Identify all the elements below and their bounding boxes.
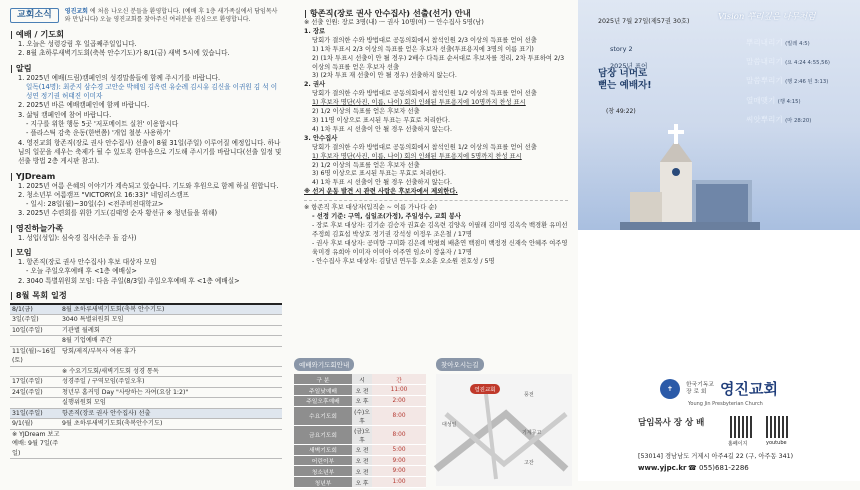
- schedule-event: 8월 초하루새벽기도회(축복 안수기도): [62, 305, 165, 313]
- map-label-church: 영진교회: [474, 387, 496, 394]
- list-item: 3. 삶팀 캠페인에 참여 바랍니다.: [18, 110, 112, 119]
- bulletin-date: 2025년 7월 27일(제57권 30호): [598, 18, 690, 25]
- vision-menu-label: 뿌리내리기: [746, 38, 783, 47]
- block-line: 3) (2차 투표 재 선출이 안 될 경우) 선출하지 않는다.: [312, 72, 457, 80]
- election-warning: ※ 선거 운동 발견 시 관련 사람은 후보자에서 제외한다.: [304, 188, 458, 196]
- list-item: 1. 2025년 예배(드림)캠페인의 성경말씀들에 함께 주시기를 바랍니다.: [18, 73, 221, 82]
- section-heading: | 알림: [10, 62, 32, 73]
- vision-menu-label: 씨앗뿌리기: [746, 114, 783, 124]
- schedule-event: 성경주일 / 구역모임(주일오후): [62, 378, 145, 386]
- welcome-box: [10, 8, 282, 24]
- vision-menu-label: 말씀내리기: [746, 57, 783, 67]
- worship-time: 8:00: [372, 406, 426, 425]
- block-line: 2) (1차 투표시 선출이 안 될 경우) 2배수 다득표 순서대로 후보자를 정리, 2차 투표하여 2/3 이상의 득표를 얻은 후보자 선출: [312, 54, 565, 71]
- church-name: 영진교회: [720, 380, 778, 398]
- worship-part: 오 후: [352, 396, 372, 407]
- vision-slogan: Vision 뿌리깊은 나무처럼: [718, 12, 816, 22]
- schedule-section: [10, 290, 282, 460]
- worship-name: 수요기도회: [294, 406, 352, 425]
- schedule-date: 17일(주일): [12, 378, 43, 386]
- map-box: [436, 352, 576, 481]
- block-line: 4) 1차 투표 시 선출이 안 될 경우 선출하지 않는다.: [312, 125, 452, 133]
- worship-part: 오 전: [352, 444, 372, 455]
- elder-candidates: - 장로 후보 대상자: 김기순 김승자 권효순 김옥련 김양옥 이필래 김미영 김옥숙 백경환 유미선 주정희 김효섭 박상호 정기권 강석성 이정우 조은철 / 17명: [312, 221, 568, 238]
- vision-menu-item: [746, 53, 830, 72]
- worship-time: 9:00: [372, 466, 426, 477]
- schedule-row: [10, 367, 282, 378]
- section-heading: | 영진하늘가족: [10, 222, 64, 233]
- schedule-date: 10일(주일): [12, 326, 43, 334]
- year-motto: 담장 너머로 뻗는 예배자!: [598, 68, 652, 91]
- schedule-date: ※ YJDream 보고예배: 9월 7일(주일): [12, 430, 60, 457]
- schedule-event: 당회/제직/부목사 여름 휴가: [62, 347, 136, 355]
- worship-time: 8:00: [372, 425, 426, 444]
- block-line: 당회가 결의한 수와 방법대로 공동의회에서 참석인원 1/2 이상의 득표를 얻어 선출: [312, 143, 537, 151]
- section-worship: [10, 29, 282, 59]
- vision-menu-ref: (요 4:24 4:55,56): [785, 60, 830, 67]
- worship-row: [294, 406, 426, 425]
- denomination: 한국기독교 장 로 회: [686, 381, 714, 395]
- vision-menu-ref: (빌레 4:5): [785, 41, 810, 47]
- phone-number: ☎ 055)681-2286: [688, 464, 749, 472]
- block-title: 3. 안수집사: [304, 134, 338, 142]
- worship-times-title: 예배와기도회안내: [294, 358, 354, 371]
- worship-name: 청소년부: [294, 466, 352, 477]
- schedule-row: [10, 430, 282, 460]
- worship-row: [294, 477, 426, 488]
- worship-part: 오 전: [352, 455, 372, 466]
- announcements-column: [0, 0, 290, 481]
- worship-time: 5:00: [372, 444, 426, 455]
- schedule-event: 기관별 월례회: [62, 326, 100, 334]
- list-item: 2. 2025년 바른 예배캠페인에 함께 바랍니다.: [18, 101, 150, 110]
- schedule-date: [10, 398, 62, 408]
- list-item: 2. 8월 초하루새벽기도회(축복 안수기도)가 8/1(금) 새벽 5시에 있습니다.: [18, 49, 230, 58]
- denomination-logo-icon: ✝: [660, 379, 680, 399]
- worship-part: 오 전: [352, 385, 372, 396]
- worship-name: 주일낮예배: [294, 385, 352, 396]
- schedule-date: 8/1(금): [12, 305, 33, 313]
- schedule-row: [10, 377, 282, 388]
- worship-times-table: [294, 374, 426, 488]
- block-line: 1) 1차 투표시 2/3 이상의 득표를 얻은 후보자 선출(투표용지에 3명의 이름 표기): [312, 45, 534, 53]
- block-line: 당회가 결의한 수와 방법대로 공동의회에서 참석인원 2/3 이상의 득표를 얻어 선출: [312, 36, 537, 44]
- schedule-row: [10, 398, 282, 409]
- worship-name: 금요기도회: [294, 425, 352, 444]
- worship-part: 시: [352, 374, 372, 385]
- schedule-date: 11일(월)~16일(토): [12, 347, 56, 365]
- worship-row: [294, 425, 426, 444]
- section-meeting: [10, 247, 282, 286]
- cover-footer: [578, 230, 860, 481]
- list-item: - 오늘 주일오후예배 후 <1층 예배실>: [26, 267, 137, 276]
- worship-row: [294, 374, 426, 385]
- schedule-date: [10, 367, 62, 377]
- worship-row: [294, 385, 426, 396]
- worship-row: [294, 444, 426, 455]
- section-notice: [10, 63, 282, 167]
- motto-verse: (창 49:22): [606, 108, 636, 115]
- schedule-row: [10, 305, 282, 316]
- block-line: 3) 6명 이상으로 표시된 투표는 무효로 처리한다.: [312, 170, 446, 178]
- list-item: - 일시: 28일(월)~30일(수) <전주비전대학교>: [26, 200, 164, 209]
- schedule-row: [10, 388, 282, 399]
- website-link[interactable]: www.yjpc.kr: [638, 464, 687, 472]
- location-map: [436, 374, 572, 486]
- block-line: 3) 11명 이상으로 표시된 투표는 무효로 처리한다.: [312, 116, 450, 124]
- map-label: 고잔: [524, 460, 534, 466]
- list-item: - 지구를 위한 행동 5곳 '저포메이트 실천' 이용합시다: [26, 120, 179, 129]
- welcome-text: 영진교회 에 처음 나오신 분들을 환영합니다. (예배 후 1층 새가족실에서 담임목사와 만납니다) 오늘 영진교회를 찾아주신 여러분을 진심으로 환영합니다.: [64, 8, 278, 23]
- worship-row: [294, 466, 426, 477]
- vision-menu-ref: (마 28:20): [785, 117, 812, 124]
- worship-times-box: [294, 352, 432, 487]
- vision-menu-item: [746, 34, 830, 53]
- worship-name: 구 분: [294, 374, 352, 385]
- block-line: 당회가 결의한 수와 방법대로 공동의회에서 참석인원 1/2 이상의 득표를 얻어 선출: [312, 90, 537, 98]
- news-title: 교회소식: [10, 8, 59, 23]
- worship-part: (수)오후: [352, 406, 372, 425]
- map-title: 찾아오시는길: [436, 358, 484, 371]
- list-item: - 플라스틱 감축 운동(한번쯤) '개업 철봉 사용하기': [26, 129, 171, 138]
- pastor-name: 담임목사 장 상 배: [638, 418, 705, 428]
- vision-menu: [746, 34, 830, 130]
- election-block-deaconess: [304, 81, 568, 134]
- worship-part: 오 전: [352, 466, 372, 477]
- map-label: 대성일: [442, 422, 457, 428]
- cover-banner: [578, 0, 860, 230]
- worship-time: 2:00: [372, 396, 426, 407]
- list-item: 1. 오늘은 성령강림 후 일곱째주일입니다.: [18, 40, 137, 48]
- worship-part: 오 후: [352, 477, 372, 488]
- schedule-event: 실행위원회 모임: [62, 399, 106, 407]
- election-heading: | 항존직(장로 권사 안수집사) 선출(선거) 안내: [304, 8, 471, 18]
- election-block-deacon: [304, 135, 568, 188]
- section-family: [10, 223, 282, 243]
- schedule-event: 8월 기업예배 주간: [62, 337, 112, 345]
- worship-time: 11:00: [372, 385, 426, 396]
- section-heading: | 모임: [10, 247, 32, 258]
- list-item: 일독(14명): 최준지 삼수경 고안순 박혜임 김옥련 유순례 김시유 김신을 이귀원 김 석 이성연 정기권 허태진 이미자: [26, 82, 278, 101]
- schedule-event: 청년부 홈커밍 Day "사랑하는 자여(요삼 1:2)": [62, 388, 189, 396]
- selection-criteria: - 선정 기준: 구역, 십일조(가정), 주일성수, 교회 봉사: [312, 213, 461, 221]
- worship-row: [294, 396, 426, 407]
- qr-label: 홈페이지: [728, 441, 748, 447]
- block-line: 2) 1/2 이상의 득표를 얻은 후보자 선출: [312, 108, 420, 116]
- list-item: 3. 2025년 수련회를 위한 기도(김태영 순자 황선규 ※ 청년들을 위해): [18, 209, 218, 218]
- vision-menu-ref: (행 4:15): [777, 98, 801, 105]
- worship-time: 1:00: [372, 477, 426, 488]
- worship-time: 9:00: [372, 455, 426, 466]
- list-item: 1. 항존직(장로 권사 안수집사) 후보 대상자 모임: [18, 258, 157, 267]
- schedule-heading: | 8월 목회 일정: [10, 289, 67, 300]
- list-item: 4. 영진교회 항존직(장로 권사 안수집사) 선출이 8월 31일(주일) 이루어질 예정입니다. 하나님의 일꾼을 세우는 축제가 될 수 있도록 한마음으로 기도해 주시기를 바랍니다(선출 일정 및 선출 방법 2층 게시판 참고).: [18, 138, 282, 166]
- section-heading: | 예배 / 기도회: [10, 29, 65, 39]
- story-label: story 2 2025년 표어: [610, 45, 648, 70]
- schedule-row: [10, 336, 282, 347]
- candidates-title: ※ 항존직 후보 대상자(입직순 ~ 이름 가나다 순): [304, 204, 437, 212]
- vision-menu-ref: (행 2:46 된 3:13): [785, 79, 829, 86]
- block-line: 1) 후보자 명단(사진, 이름, 나이) 회의 인쇄된 투표용지에 5명까지 찬성 표시: [312, 152, 522, 160]
- section-yjdream: [10, 171, 282, 219]
- schedule-event: 3040 특별위원회 모임: [62, 316, 124, 324]
- worship-name: 어린이부: [294, 455, 352, 466]
- schedule-event: 9월 초하루새벽기도회(축복안수기도): [62, 420, 163, 428]
- schedule-row: [10, 315, 282, 326]
- schedule-date: [10, 336, 62, 346]
- deacon-candidates: - 안수집사 후보 대상자: 김달년 연두흥 오소훈 오소원 전호성 / 5명: [312, 257, 495, 265]
- schedule-row: [10, 409, 282, 420]
- schedule-table: [10, 303, 282, 460]
- schedule-event: [62, 430, 282, 459]
- church-logo: [660, 378, 778, 399]
- map-label: 기계공고: [522, 430, 542, 436]
- schedule-row: [10, 326, 282, 337]
- election-summary: ※ 선출 인원: 장로 3명(내) ㅡ 권사 10명(여) ㅡ 안수집사 5명(남): [304, 19, 484, 26]
- list-item: 1. 2025년 여름 은혜의 이야기가 계속되고 있습니다. 기도와 후원으로 함께 하실 원합니다.: [18, 181, 279, 190]
- divider: [304, 200, 568, 201]
- worship-part: (금)오후: [352, 425, 372, 444]
- block-title: 2. 권사: [304, 81, 326, 89]
- church-english-name: Young Jin Presbyterian Church: [688, 401, 763, 407]
- schedule-event: ※ 수요기도회/새벽기도회 성경 통독: [62, 367, 159, 375]
- vision-menu-label: 말씀뿌리기: [746, 76, 783, 86]
- schedule-date: 24일(주일): [12, 388, 43, 396]
- youtube-qr-icon[interactable]: [766, 416, 788, 438]
- schedule-date: 9/1(월): [12, 420, 33, 428]
- qr-label: youtube: [766, 440, 787, 446]
- schedule-date: 3일(주일): [12, 316, 39, 324]
- election-block-elder: [304, 28, 568, 81]
- map-label: 풍전: [524, 392, 534, 398]
- church-address: [53014] 경남남도 거제시 아주4길 22 (구, 아주동 341): [638, 453, 794, 460]
- schedule-row: [10, 419, 282, 430]
- list-item: 2. 3040 특별위원회 모임: 다음 주일(8/3일) 주일오후예배 후 <1층 예배실>: [18, 276, 240, 285]
- deaconess-candidates: - 권사 후보 대상자: 공미향 구미화 김은례 박평희 배춘연 백점미 백정경 신재숙 안혜주 여주영 육미경 유희아 이미자 이미아 이주연 임소이 장윤자 / 17명: [312, 239, 568, 256]
- worship-name: 청년부: [294, 477, 352, 488]
- church-building-image: [620, 122, 760, 230]
- vision-menu-item: [746, 92, 830, 111]
- block-line: 2) 1/2 이상의 득표를 얻은 후보자 선출: [312, 161, 420, 169]
- block-title: 1. 장로: [304, 27, 326, 35]
- homepage-qr-icon[interactable]: [730, 416, 752, 438]
- worship-name: 주일오후예배: [294, 396, 352, 407]
- worship-row: [294, 455, 426, 466]
- schedule-date: 31일(주일): [12, 409, 43, 417]
- block-line: 1) 후보자 명단(사진, 이름, 나이) 회의 인쇄된 투표용지에 10명까지 찬성 표시: [312, 99, 526, 107]
- schedule-event: 항존직(장로 권사 안수집사) 선출: [62, 409, 151, 417]
- list-item: 2. 청소년부 여름캠프 "VICTORY(요 16:33)" 네임리스캠프: [18, 190, 189, 199]
- section-heading: | YJDream: [10, 170, 56, 181]
- schedule-row: [10, 347, 282, 367]
- cover-column: [578, 0, 860, 481]
- worship-name: 새벽기도회: [294, 444, 352, 455]
- block-line: 4) 1차 투표 시 선출이 안 될 경우 선출하지 않는다.: [312, 179, 452, 187]
- vision-menu-label: 열매맺기: [746, 95, 776, 105]
- list-item: 1. 성입(성입): 심숙경 집사(손주 돌 감사): [18, 233, 137, 242]
- vision-menu-item: [746, 72, 830, 91]
- worship-time: 간: [372, 374, 426, 385]
